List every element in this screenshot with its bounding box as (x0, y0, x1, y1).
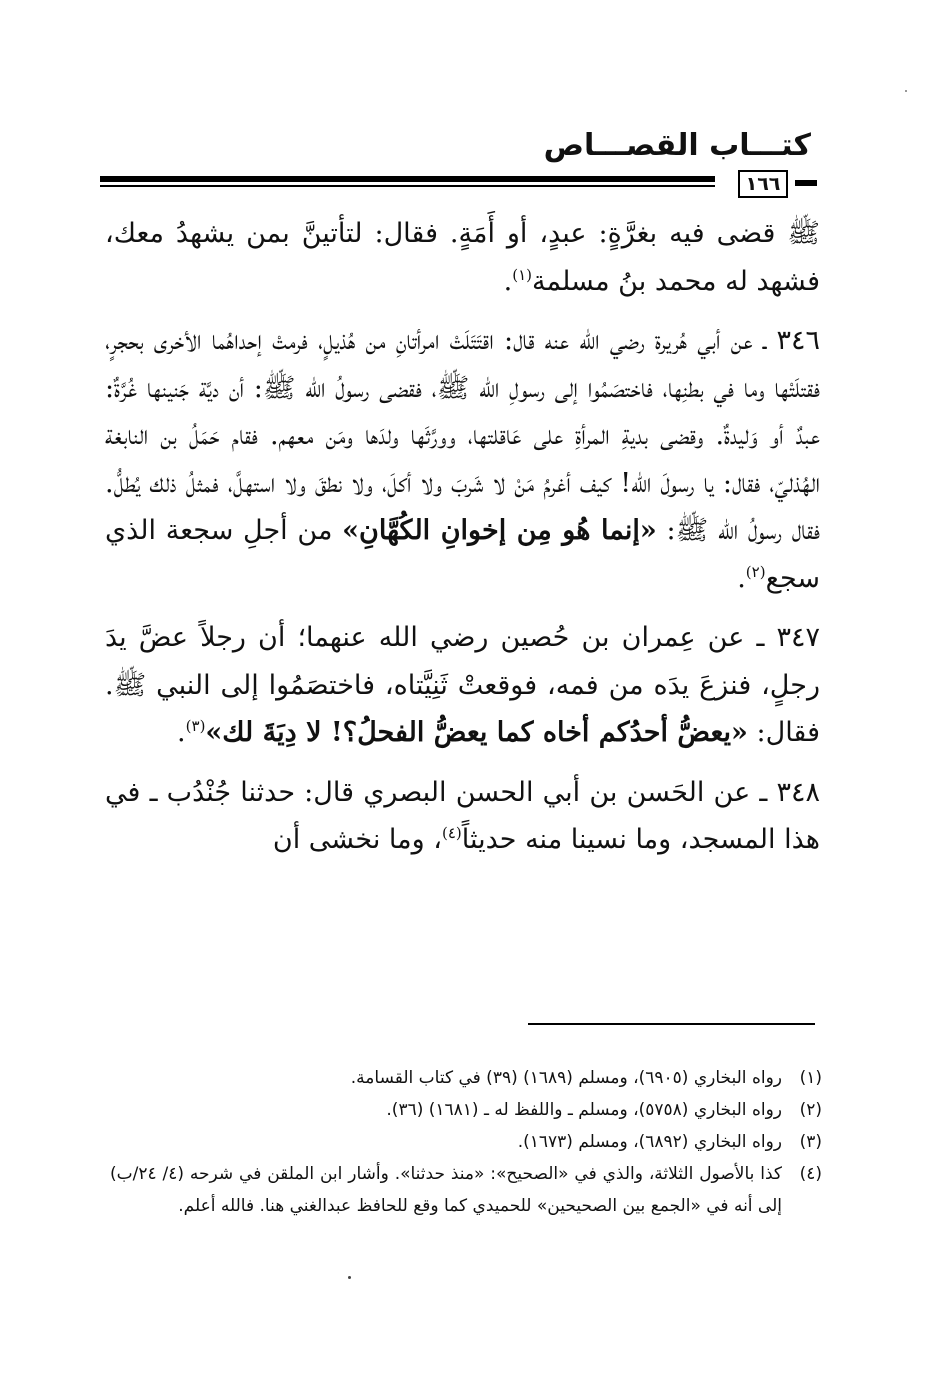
footnote-text: رواه البخاري (٥٧٥٨)، ومسلم ـ واللفظ له ـ (١٦٨١) (٣٦). (386, 1100, 782, 1120)
header-thin-line (100, 185, 715, 187)
footnote-separator (528, 1023, 815, 1025)
speck-mark (348, 1276, 351, 1279)
hadith-347 (105, 614, 820, 757)
paragraph-continuation (105, 210, 820, 305)
running-title: كتـــاب القصـــاص (543, 128, 811, 163)
footnote-item (110, 1062, 822, 1094)
paragraph-text: ٣٤٧ ـ عن عِمران بن حُصين رضي الله عنهما؛ أن رجلاً عضَّ يدَ رجلٍ، فنزعَ يدَه من فمه، فوقعتْ ثَنِيَّتاه، فاختصَمُوا إلى النبي ﷺ. فقال: (105, 622, 820, 748)
footnote-text: رواه البخاري (٦٨٩٢)، ومسلم (١٦٧٣). (517, 1132, 782, 1152)
hadith-346 (105, 317, 820, 602)
footnote-number: (٣) (799, 1132, 822, 1152)
main-text (105, 210, 820, 876)
footnote-item (110, 1158, 822, 1222)
prophet-quote: «يعضُّ أحدُكم أخاه كما يعضُّ الفحلُ؟! لا دِيَةَ لك» (205, 717, 748, 748)
footnote-item (110, 1126, 822, 1158)
footnote-ref: (١) (512, 265, 533, 284)
footnote-ref: (٣) (185, 717, 206, 735)
paragraph-end: ، وما نخشى أن (272, 824, 442, 855)
page-number: ١٦٦ (738, 170, 788, 198)
hadith-348 (105, 769, 820, 864)
header-double-rule (100, 176, 715, 186)
paragraph-end: . (177, 717, 186, 748)
footnote-ref: (٤) (441, 824, 462, 842)
footnote-number: (٢) (799, 1100, 822, 1120)
footnotes (110, 1062, 822, 1222)
footnote-text: كذا بالأصول الثلاثة، والذي في «الصحيح»: «منذ حدثنا». وأشار ابن الملقن في شرحه (٤/ ٢٤/ب) إلى أنه في «الجمع بين الصحيحين» للحميدي كما وقع للحافظ عبدالغني هنا. فالله أعلم. (110, 1164, 782, 1216)
footnote-number: (٤) (799, 1164, 822, 1184)
paragraph-text: ٣٤٦ ـ عن أبي هُريرة رضي الله عنه قال: اقتَتَلَتْ امرأتانِ من هُذيلٍ، فرمتْ إحداهُما الأخرى بحجرٍ، فقتلَتْها وما في بطنِها، فاختصَمُوا إلى رسولِ الله ﷺ، فقضى رسولُ الله ﷺ: أن ديَّة جَنينها غُرَّةٌ: عبدٌ أو وَليدةٌ. وقضى بديةِ المرأةِ على عَاقلتها، وورَّثَها ولدَها ومَن معهم. فقام حَمَلُ بن النابغة الهُذليّ، فقال: يا رسولَ الله! كيف أغرمُ مَنْ لا شَربَ ولا أكلَ، ولا نطقَ ولا استهلَّ، فمثلُ ذلك يُطلُّ. فقال رسولُ الله ﷺ: (105, 325, 820, 546)
paragraph-text-tail: من أجلِ سجعة الذي سجع (105, 515, 820, 594)
prophet-quote: «إنما هُو مِن إخوانِ الكُهَّانِ» (342, 515, 657, 546)
paragraph-end: . (737, 562, 746, 594)
paragraph-text: ٣٤٨ ـ عن الحَسن بن أبي الحسن البصري قال: حدثنا جُنْدُب ـ في هذا المسجد، وما نسينا منه حديثاً (105, 776, 820, 855)
paragraph-text: ﷺ قضى فيه بغرَّةٍ: عبدٍ، أو أَمَةٍ. فقال: لتأتينَّ بمن يشهدُ معك، فشهد له محمد بنُ مسلمة (105, 218, 820, 297)
header-thick-line (100, 176, 715, 182)
footnote-ref: (٢) (745, 562, 766, 581)
header-tick-mark (795, 180, 817, 186)
footnote-number: (١) (799, 1068, 822, 1088)
footnote-text: رواه البخاري (٦٩٠٥)، ومسلم (١٦٨٩) (٣٩) في كتاب القسامة. (350, 1068, 782, 1088)
speck-mark (905, 90, 907, 92)
paragraph-end: . (503, 265, 513, 297)
footnote-item (110, 1094, 822, 1126)
